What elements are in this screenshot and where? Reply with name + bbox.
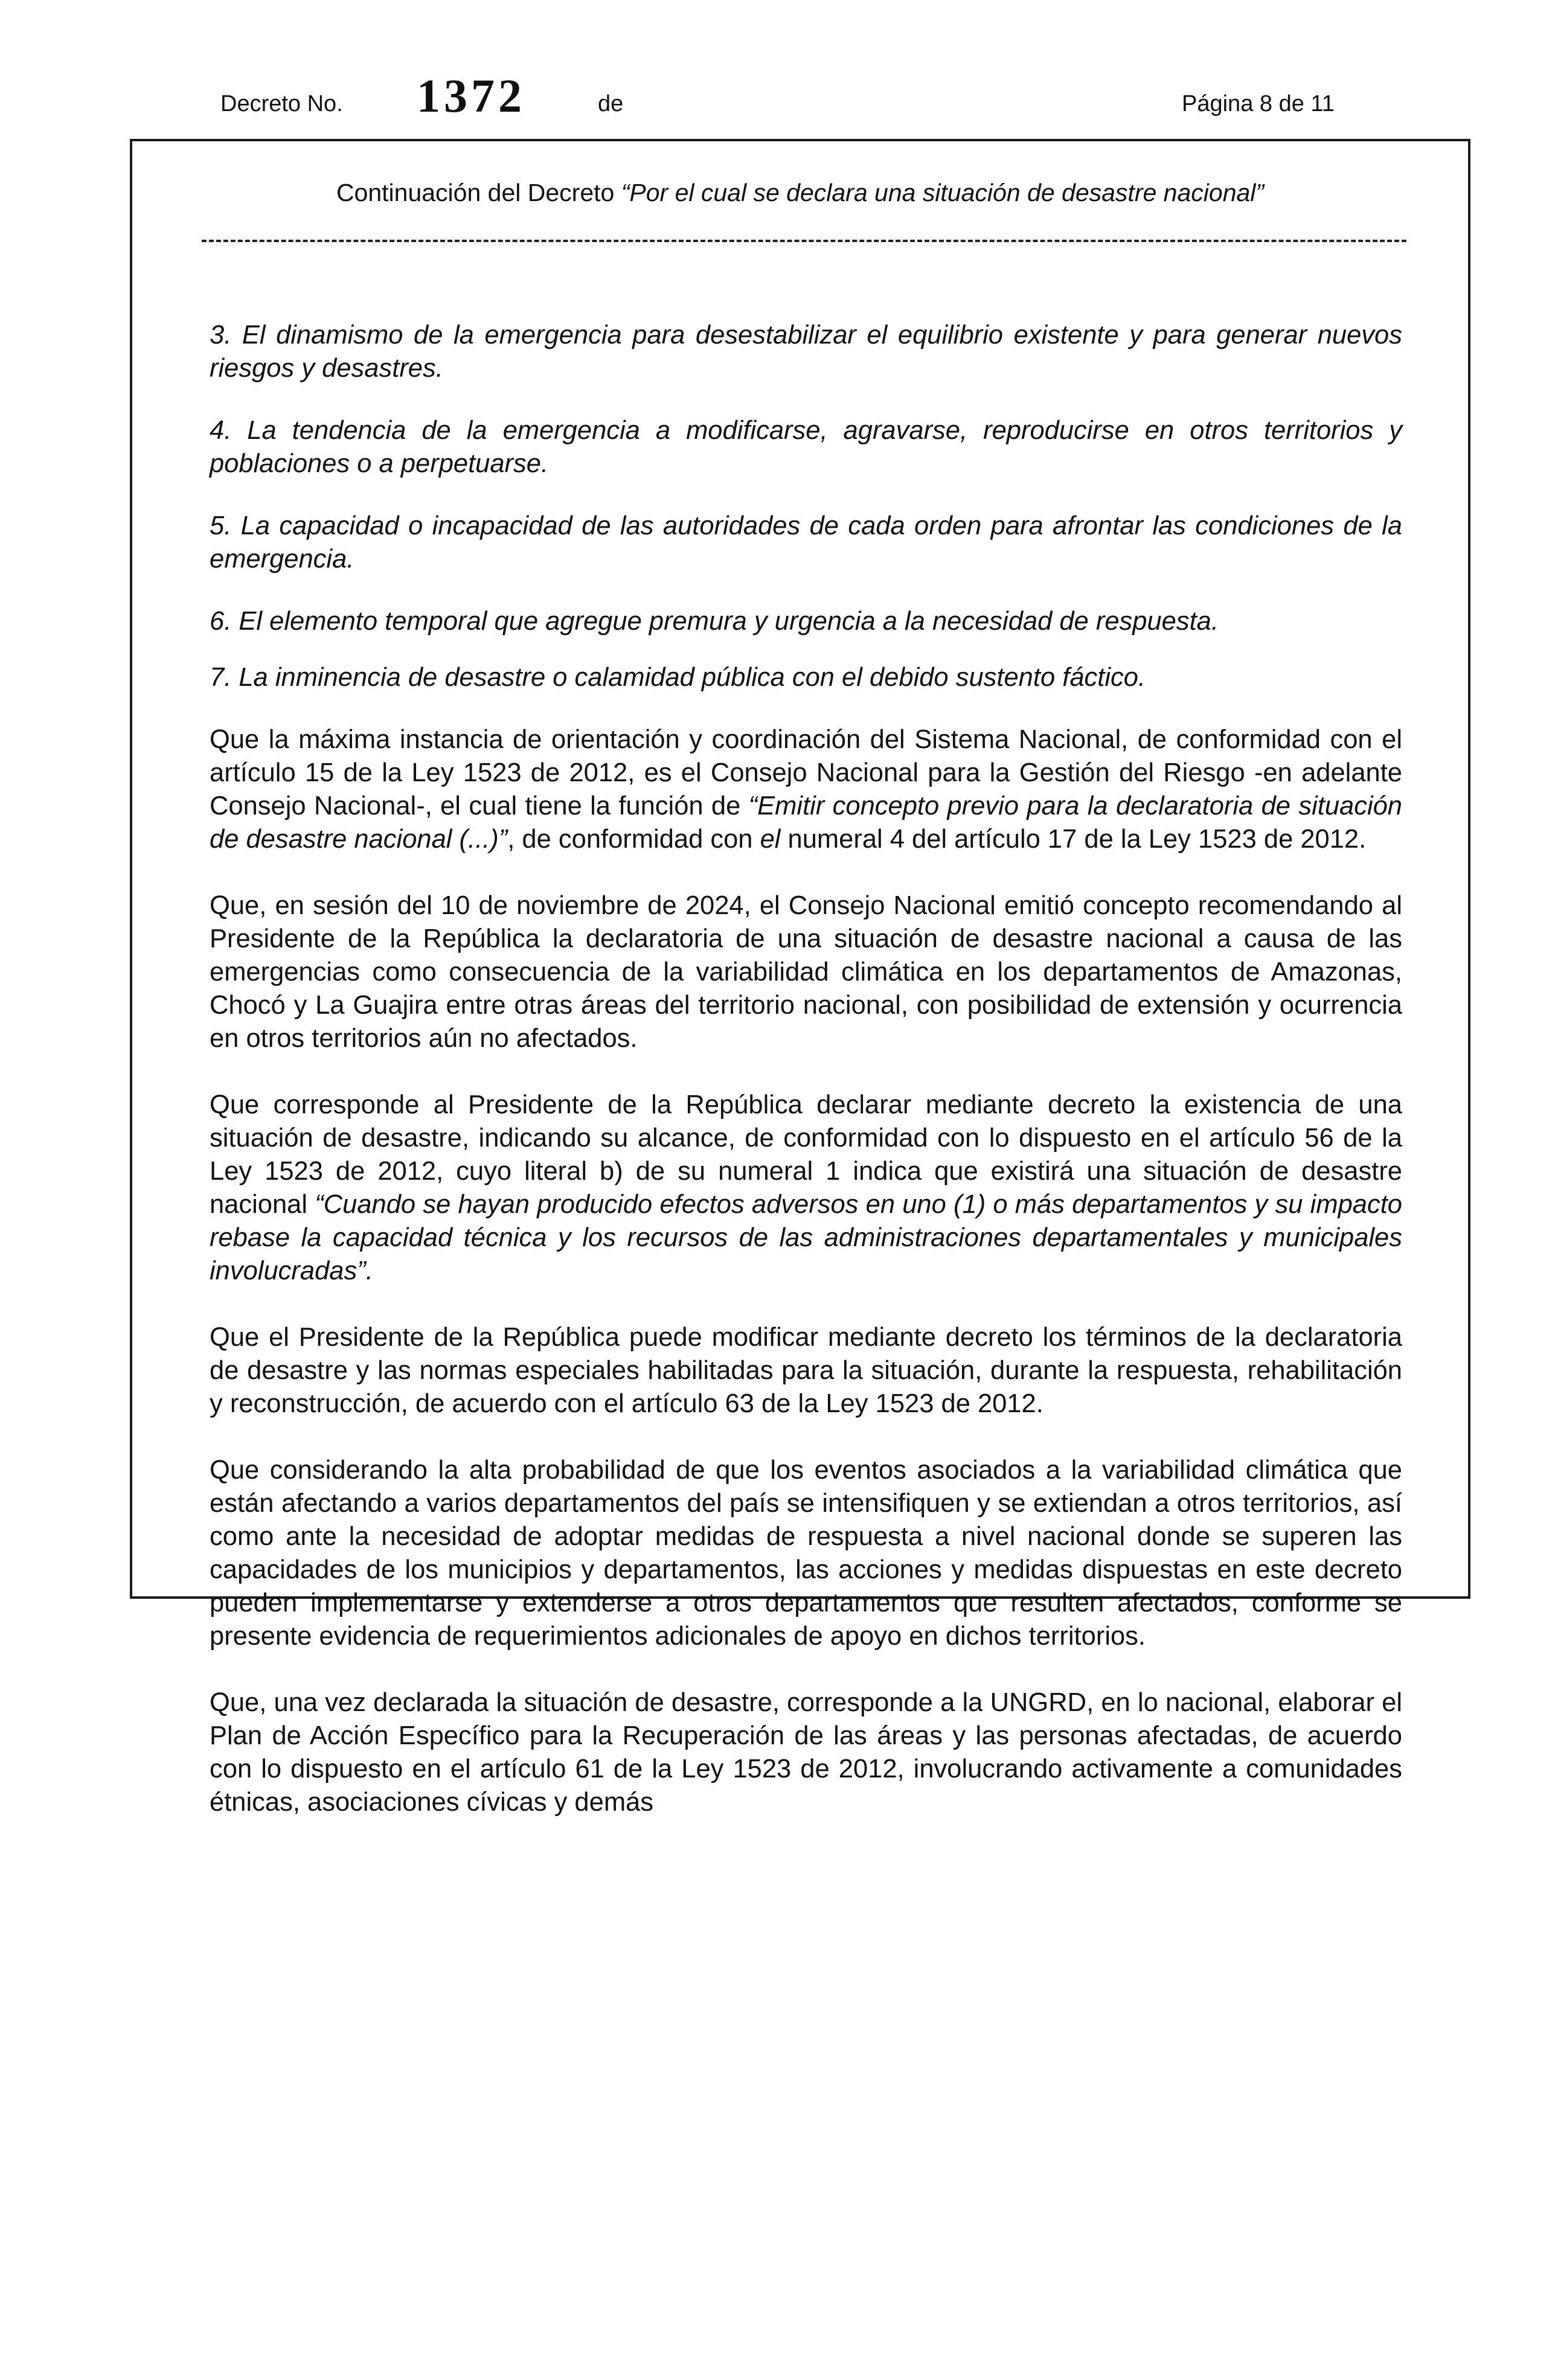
decreto-label: Decreto No. <box>220 91 343 117</box>
p1-quote: “Emitir concepto previo para la declaratoria de situación de desastre nacional (...)” <box>210 792 1403 854</box>
date-label: de <box>598 91 624 117</box>
continuation-prefix: Continuación del Decreto <box>336 179 621 206</box>
page-number: Página 8 de 11 <box>1182 91 1335 117</box>
list-item-6: 6. El elemento temporal que agregue premura y urgencia a la necesidad de respuesta. <box>210 607 1219 636</box>
continuation-heading <box>132 178 1468 208</box>
dashed-divider <box>202 240 1406 242</box>
p1-text-c: numeral 4 del artículo 17 de la Ley 1523 de 2012. <box>780 825 1367 854</box>
paragraph-articulo-56 <box>210 1089 1402 1288</box>
paragraph-ungrd: Que, una vez declarada la situación de desastre, corresponde a la UNGRD, en lo nacional, elaborar el Plan de Acción Específico para la Recuperación de las áreas y las personas afectadas, de acuerdo con lo dispuesto en el artículo 61 de la Ley 1523 de 2012, involucrando activamente a comunidades étnicas, asociaciones cívicas y demás <box>210 1688 1402 1817</box>
p1-text-a: Que la máxima instancia de orientación y coordinación del Sistema Nacional, de conformidad con el artículo 15 de la Ley 1523 de 2012, es el Consejo Nacional para la Gestión del Riesgo -en adelante Consejo Nacional-, el cual tiene la función de <box>210 725 1402 821</box>
list-item-5: 5. La capacidad o incapacidad de las autoridades de cada orden para afrontar las condiciones de la emergencia. <box>210 511 1402 574</box>
decree-title: “Por el cual se declara una situación de desastre nacional” <box>621 179 1265 206</box>
paragraph-variabilidad: Que considerando la alta probabilidad de que los eventos asociados a la variabilidad climática que están afectando a varios departamentos del país se intensifiquen y se extiendan a otros territorios, así como ante la necesidad de adoptar medidas de respuesta a nivel nacional donde se superen las capacidades de los municipios y departamentos, las acciones y medidas dispuestas en este decreto pueden implementarse y extenderse a otros departamentos que resulten afectados, conforme se presente evidencia de requerimientos adicionales de apoyo en dichos territorios. <box>210 1456 1402 1651</box>
paragraph-articulo-63: Que el Presidente de la República puede modificar mediante decreto los términos de la declaratoria de desastre y las normas especiales habilitadas para la situación, durante la respuesta, rehabilitación y reconstrucción, de acuerdo con el artículo 63 de la Ley 1523 de 2012. <box>210 1323 1402 1418</box>
paragraph-sesion: Que, en sesión del 10 de noviembre de 2024, el Consejo Nacional emitió concepto recomendando al Presidente de la República la declaratoria de una situación de desastre nacional a causa de las emergencias como consecuencia de la variabilidad climática en los departamentos de Amazonas, Chocó y La Guajira entre otras áreas del territorio nacional, con posibilidad de extensión y ocurrencia en otros territorios aún no afectados. <box>210 891 1402 1053</box>
p3-text-a: Que corresponde al Presidente de la República declarar mediante decreto la existencia de una situación de desastre, indicando su alcance, de conformidad con lo dispuesto en el artículo 56 de la Ley 1523 de 2012, cuyo literal b) de su numeral 1 indica que existirá una situación de desastre nacional <box>210 1090 1402 1219</box>
list-item-4: 4. La tendencia de la emergencia a modificarse, agravarse, reproducirse en otros territorios y poblaciones o a perpetuarse. <box>210 416 1402 478</box>
list-item-7: 7. La inminencia de desastre o calamidad pública con el debido sustento fáctico. <box>210 663 1146 692</box>
list-item-3: 3. El dinamismo de la emergencia para desestabilizar el equilibrio existente y para generar nuevos riesgos y desastres. <box>210 321 1402 383</box>
page-header <box>0 0 1558 133</box>
p3-quote: “Cuando se hayan producido efectos adversos en uno (1) o más departamentos y su impacto rebase la capacidad técnica y los recursos de las administraciones departamentales y municipales involucradas”. <box>210 1190 1402 1285</box>
p1-text-b: , de conformidad con <box>507 825 760 854</box>
decreto-number: 1372 <box>417 69 525 122</box>
document-body <box>210 319 1402 1852</box>
p1-el: el <box>760 825 781 854</box>
paragraph-consejo-nacional <box>210 723 1402 856</box>
